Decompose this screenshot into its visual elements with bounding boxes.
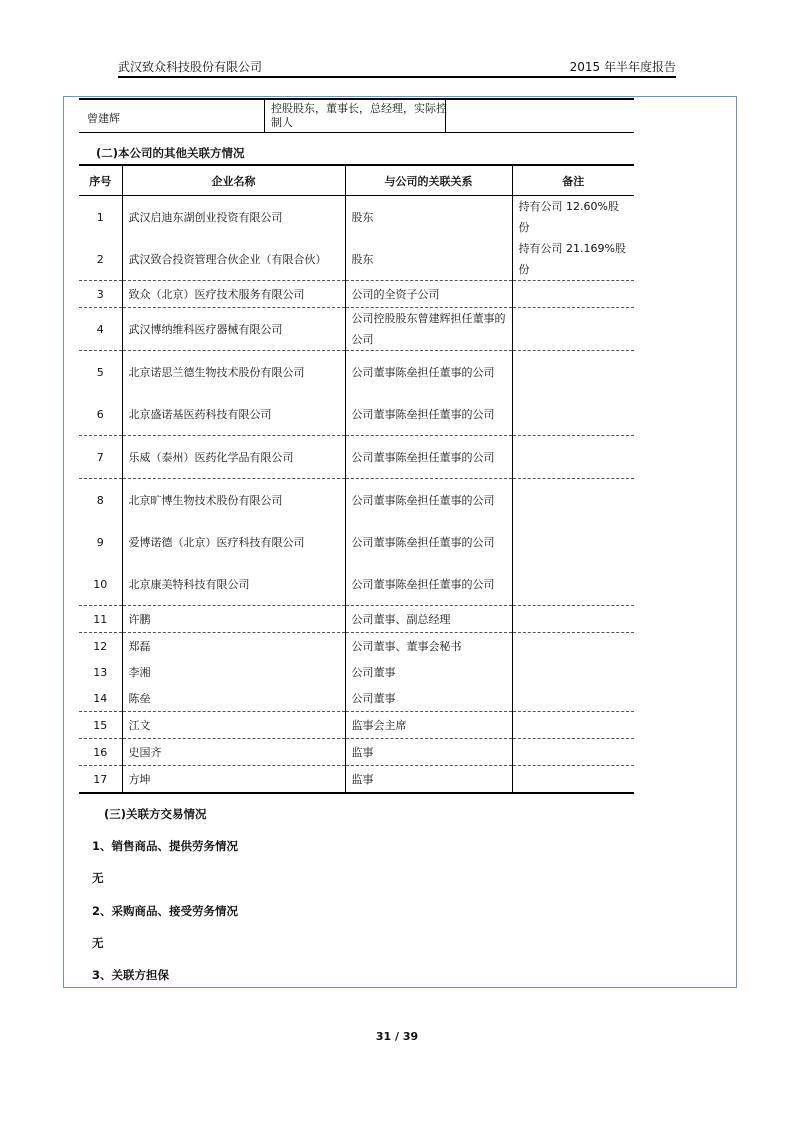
row-relation: 监事会主席 <box>345 712 512 739</box>
col-header-name: 企业名称 <box>122 165 345 196</box>
page-header <box>118 58 676 76</box>
item3-heading: 3、关联方担保 <box>92 968 170 982</box>
row-note: 持有公司 12.60%股份 <box>512 196 634 239</box>
row-relation: 公司董事陈垒担任董事的公司 <box>345 351 512 394</box>
row-relation: 公司控股股东曾建辉担任董事的公司 <box>345 308 512 351</box>
header-rule <box>118 76 676 78</box>
row-name: 李湘 <box>122 659 345 685</box>
row-no: 7 <box>79 436 122 479</box>
row-note <box>512 308 634 351</box>
table-row <box>79 238 634 281</box>
col-header-relation: 与公司的关联关系 <box>345 165 512 196</box>
row-no: 10 <box>79 563 122 606</box>
row-relation: 公司的全资子公司 <box>345 281 512 308</box>
row-note <box>512 766 634 794</box>
item2-value: 无 <box>92 936 104 950</box>
col-header-note: 备注 <box>512 165 634 196</box>
row-name: 北京旷博生物技术股份有限公司 <box>122 479 345 522</box>
row-note <box>512 712 634 739</box>
row-no: 8 <box>96 493 104 507</box>
row-relation: 公司董事陈垒担任董事的公司 <box>345 563 512 606</box>
row-name: 北京诺思兰德生物技术股份有限公司 <box>122 351 345 394</box>
row-no: 14 <box>79 685 122 712</box>
row-note <box>512 351 634 394</box>
row-relation: 监事 <box>345 766 512 794</box>
related-party-table <box>79 164 634 794</box>
table-row <box>79 393 634 436</box>
row-note <box>512 479 634 522</box>
table-header-row <box>79 165 634 196</box>
row-note <box>512 281 634 308</box>
table-row <box>79 685 634 712</box>
table-row <box>79 739 634 766</box>
row-no: 9 <box>96 535 104 549</box>
row-relation: 公司董事、副总经理 <box>345 606 512 633</box>
table-row <box>79 436 634 479</box>
table-row <box>79 281 634 308</box>
row-note <box>512 436 634 479</box>
row-note <box>512 606 634 633</box>
row-name: 爱博诺德（北京）医疗科技有限公司 <box>122 521 345 563</box>
row-name: 武汉启迪东湖创业投资有限公司 <box>122 196 345 239</box>
row-relation: 公司董事陈垒担任董事的公司 <box>345 393 512 436</box>
row-name: 致众（北京）医疗技术服务有限公司 <box>122 281 345 308</box>
row-no: 5 <box>96 365 104 379</box>
row-relation: 公司董事 <box>345 659 512 685</box>
report-title: 2015 年半年度报告 <box>569 60 676 74</box>
page-number: 31 / 39 <box>375 1030 419 1043</box>
row-name: 方坤 <box>122 766 345 794</box>
table-row <box>79 351 634 394</box>
table-row <box>79 766 634 794</box>
row-name: 许鹏 <box>122 606 345 633</box>
row-name: 武汉致合投资管理合伙企业（有限合伙） <box>122 238 345 281</box>
row-name: 郑磊 <box>122 633 345 660</box>
section3-title: (三)关联方交易情况 <box>104 807 207 821</box>
row-note <box>512 739 634 766</box>
controlling-shareholder-row <box>79 98 634 133</box>
row-relation: 公司董事、董事会秘书 <box>345 633 512 660</box>
row-note: 持有公司 21.169%股份 <box>512 238 634 281</box>
row-relation: 公司董事陈垒担任董事的公司 <box>345 521 512 563</box>
row-no: 13 <box>93 665 108 679</box>
table-row <box>79 659 634 685</box>
column-divider <box>445 100 446 132</box>
table-row <box>79 521 634 563</box>
row-relation: 公司董事陈垒担任董事的公司 <box>345 479 512 522</box>
row-name: 陈垒 <box>122 685 345 712</box>
item1-value: 无 <box>92 871 104 885</box>
row-note <box>512 659 634 685</box>
column-divider <box>264 100 265 132</box>
row-name: 江文 <box>122 712 345 739</box>
row-relation: 股东 <box>345 238 512 281</box>
table-row <box>79 633 634 660</box>
shareholder-relation: 控股股东，董事长，总经理，实际控制人 <box>271 102 447 129</box>
table-row <box>79 308 634 351</box>
table-row <box>79 563 634 606</box>
row-name: 北京盛诺基医药科技有限公司 <box>122 393 345 436</box>
row-no: 16 <box>79 739 122 766</box>
row-name: 武汉博纳维科医疗器械有限公司 <box>122 308 345 351</box>
table-row <box>79 712 634 739</box>
row-note <box>512 685 634 712</box>
row-no: 2 <box>79 238 122 281</box>
row-relation: 公司董事 <box>345 685 512 712</box>
item2-heading: 2、采购商品、接受劳务情况 <box>92 904 239 918</box>
item1-heading: 1、销售商品、提供劳务情况 <box>92 839 239 853</box>
row-no: 6 <box>79 393 122 436</box>
row-relation: 公司董事陈垒担任董事的公司 <box>345 436 512 479</box>
table-row <box>79 196 634 239</box>
row-no: 12 <box>93 639 108 653</box>
section2-title: (二)本公司的其他关联方情况 <box>96 146 245 160</box>
row-name: 史国齐 <box>122 739 345 766</box>
table-row <box>79 479 634 522</box>
col-header-no: 序号 <box>79 165 122 196</box>
table-row <box>79 606 634 633</box>
company-name: 武汉致众科技股份有限公司 <box>118 60 263 74</box>
row-relation: 监事 <box>345 739 512 766</box>
row-name: 乐威（泰州）医药化学品有限公司 <box>122 436 345 479</box>
row-relation: 股东 <box>345 196 512 239</box>
row-name: 北京康美特科技有限公司 <box>122 563 345 606</box>
row-no: 17 <box>93 772 108 786</box>
row-no: 3 <box>79 281 122 308</box>
row-no: 4 <box>79 308 122 351</box>
row-note <box>512 521 634 563</box>
row-no: 15 <box>79 712 122 739</box>
row-note <box>512 633 634 660</box>
row-note <box>512 393 634 436</box>
row-no: 11 <box>79 606 122 633</box>
row-note <box>512 563 634 606</box>
shareholder-name: 曾建辉 <box>87 112 120 125</box>
row-no: 1 <box>96 210 104 224</box>
